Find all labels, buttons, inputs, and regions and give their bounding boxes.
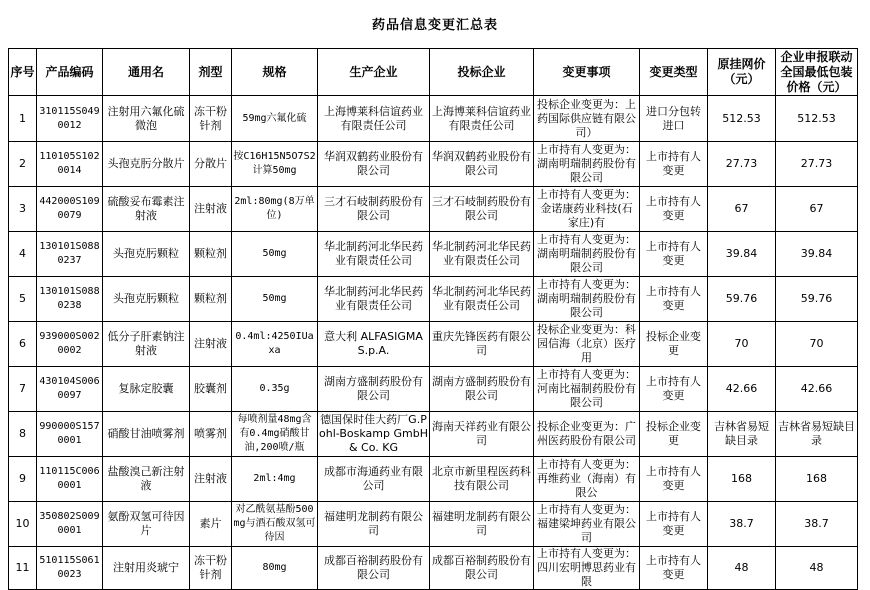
cell-name [103, 232, 190, 277]
cell-maker [318, 142, 430, 187]
cell-code [37, 277, 103, 322]
cell-min-price [776, 457, 858, 502]
table-row [9, 547, 858, 590]
cell-bidder-text: 三才石岐制药股份有限公司 [432, 195, 531, 222]
cell-bidder [430, 142, 534, 187]
cell-code [37, 187, 103, 232]
cell-change-type [640, 277, 708, 322]
cell-bidder [430, 502, 534, 547]
cell-change-text: 投标企业变更为：广州医药股份有限公司 [537, 420, 636, 447]
cell-form [190, 96, 232, 142]
cell-code-text: 310115S0490012 [39, 105, 100, 131]
cell-price-text: 39.84 [725, 247, 758, 260]
table-row [9, 502, 858, 547]
cell-name [103, 547, 190, 590]
cell-maker [318, 367, 430, 412]
cell-bidder-text: 上海博莱科信谊药业有限责任公司 [432, 104, 531, 132]
cell-min-price-text: 70 [809, 337, 824, 350]
cell-seq-text: 3 [19, 202, 26, 215]
cell-bidder-text: 北京市新里程医药科技有限公司 [432, 465, 531, 492]
cell-name-text: 氨酚双氢可待因片 [107, 510, 185, 537]
cell-change [534, 232, 640, 277]
cell-name [103, 457, 190, 502]
header-change-type: 变更类型 [640, 49, 708, 96]
cell-min-price [776, 96, 858, 142]
header-bidder: 投标企业 [430, 49, 534, 96]
header-spec: 规格 [232, 49, 318, 96]
cell-code-text: 350802S0090001 [39, 511, 100, 536]
cell-price [708, 412, 776, 457]
cell-change [534, 322, 640, 367]
cell-change-text: 上市持有人变更为：再维药业（海南）有限公 [537, 458, 636, 499]
cell-price-text: 67 [734, 202, 749, 215]
cell-seq-text: 8 [19, 427, 26, 440]
cell-code-text: 110105S1020014 [39, 151, 100, 176]
cell-price [708, 277, 776, 322]
cell-form-text: 注射液 [194, 337, 227, 350]
cell-spec [232, 367, 318, 412]
cell-min-price-text: 67 [809, 202, 824, 215]
cell-price-text: 吉林省易短缺目录 [714, 420, 769, 447]
cell-min-price-text: 吉林省易短缺目录 [778, 420, 855, 447]
cell-change-type [640, 142, 708, 187]
table-row [9, 232, 858, 277]
cell-change-text: 上市持有人变更为：金诺康药业科技(石家庄)有 [537, 188, 636, 229]
cell-maker [318, 547, 430, 590]
cell-change-type-text: 上市持有人变更 [646, 375, 701, 402]
cell-form-text: 注射液 [194, 202, 227, 215]
cell-bidder-text: 海南天祥药业有限公司 [432, 420, 531, 447]
table-row [9, 322, 858, 367]
cell-seq [9, 277, 37, 322]
cell-maker-text: 上海博莱科信谊药业有限责任公司 [324, 104, 423, 132]
cell-change-type-text: 上市持有人变更 [646, 554, 701, 581]
cell-code [37, 96, 103, 142]
header-min-price: 企业申报联动全国最低包装价格（元） [776, 49, 858, 96]
cell-price-text: 42.66 [725, 382, 758, 395]
header-price: 原挂网价（元） [708, 49, 776, 96]
cell-change-type-text: 上市持有人变更 [646, 465, 701, 492]
cell-price [708, 547, 776, 590]
cell-bidder [430, 232, 534, 277]
cell-spec-text: 50mg [262, 293, 287, 304]
cell-price-text: 27.73 [725, 157, 758, 170]
cell-maker [318, 232, 430, 277]
cell-bidder-text: 华北制药河北华民药业有限责任公司 [432, 285, 531, 312]
cell-change-type [640, 232, 708, 277]
cell-seq-text: 5 [19, 292, 26, 305]
cell-name [103, 322, 190, 367]
cell-bidder-text: 华北制药河北华民药业有限责任公司 [432, 240, 531, 267]
cell-code-text: 442000S1090079 [39, 196, 100, 221]
cell-change-text: 上市持有人变更为：湖南明瑞制药股份有限公司 [537, 143, 636, 184]
cell-form-text: 颗粒剂 [194, 292, 227, 305]
cell-spec-text: 2ml:4mg [253, 473, 296, 484]
cell-name [103, 277, 190, 322]
cell-change [534, 457, 640, 502]
cell-change-type [640, 96, 708, 142]
cell-min-price [776, 277, 858, 322]
cell-code [37, 367, 103, 412]
table-row [9, 142, 858, 187]
drug-change-table [8, 48, 858, 590]
cell-seq-text: 11 [15, 561, 30, 574]
cell-change [534, 412, 640, 457]
cell-min-price-text: 59.76 [800, 292, 833, 305]
header-maker: 生产企业 [318, 49, 430, 96]
cell-min-price-text: 168 [806, 472, 827, 485]
cell-form-text: 分散片 [194, 157, 227, 170]
header-name: 通用名 [103, 49, 190, 96]
cell-seq [9, 412, 37, 457]
cell-code [37, 232, 103, 277]
cell-change-type [640, 412, 708, 457]
cell-seq [9, 322, 37, 367]
cell-min-price [776, 232, 858, 277]
cell-name-text: 硫酸妥布霉素注射液 [107, 195, 185, 222]
cell-code-text: 130101S0880237 [39, 241, 100, 266]
cell-change [534, 96, 640, 142]
cell-change-type [640, 547, 708, 590]
table-row [9, 187, 858, 232]
cell-form [190, 232, 232, 277]
cell-change-text: 上市持有人变更为：四川宏明博思药业有限 [537, 547, 636, 588]
cell-min-price [776, 412, 858, 457]
cell-code-text: 130101S0880238 [39, 286, 100, 311]
cell-name [103, 412, 190, 457]
cell-form [190, 367, 232, 412]
cell-name-text: 复脉定胶囊 [118, 382, 174, 395]
cell-bidder-text: 华润双鹤药业股份有限公司 [432, 150, 531, 177]
cell-spec [232, 502, 318, 547]
header-seq: 序号 [9, 49, 37, 96]
cell-min-price-text: 512.53 [797, 111, 836, 125]
cell-form [190, 322, 232, 367]
cell-form-text: 喷雾剂 [194, 427, 227, 440]
cell-change-type-text: 投标企业变更 [646, 330, 701, 357]
cell-maker-text: 华润双鹤药业股份有限公司 [324, 150, 423, 177]
cell-seq-text: 1 [19, 111, 26, 125]
cell-bidder [430, 187, 534, 232]
cell-min-price-text: 48 [809, 561, 824, 574]
cell-bidder [430, 412, 534, 457]
cell-spec-text: 50mg [262, 248, 287, 259]
cell-maker [318, 502, 430, 547]
cell-spec [232, 96, 318, 142]
cell-price [708, 457, 776, 502]
header-code: 产品编码 [37, 49, 103, 96]
cell-change-type [640, 322, 708, 367]
cell-change-type-text: 上市持有人变更 [646, 240, 701, 267]
cell-seq-text: 9 [19, 472, 26, 485]
cell-seq-text: 2 [19, 157, 26, 170]
cell-maker [318, 322, 430, 367]
cell-maker-text: 意大利 ALFASIGMA S.p.A. [324, 330, 423, 357]
cell-code [37, 502, 103, 547]
cell-change-text: 上市持有人变更为：福建梁坤药业有限公司 [537, 503, 636, 544]
cell-code [37, 547, 103, 590]
cell-spec [232, 142, 318, 187]
cell-change-type-text: 投标企业变更 [646, 420, 701, 447]
cell-maker [318, 412, 430, 457]
header-form: 剂型 [190, 49, 232, 96]
cell-change [534, 547, 640, 590]
cell-change-type-text: 进口分包转进口 [646, 104, 701, 132]
cell-maker-text: 三才石岐制药股份有限公司 [324, 195, 423, 222]
cell-change-type [640, 187, 708, 232]
cell-spec [232, 412, 318, 457]
cell-change-type [640, 367, 708, 412]
cell-price-text: 70 [734, 337, 749, 350]
cell-min-price [776, 367, 858, 412]
cell-maker-text: 福建明龙制药有限公司 [324, 510, 423, 537]
cell-name-text: 硝酸甘油喷雾剂 [107, 427, 185, 440]
cell-form-text: 冻干粉针剂 [194, 104, 227, 132]
cell-change [534, 142, 640, 187]
cell-name [103, 142, 190, 187]
cell-min-price [776, 142, 858, 187]
cell-name-text: 注射用六氟化硫微泡 [107, 104, 185, 132]
cell-change-type-text: 上市持有人变更 [646, 510, 701, 537]
cell-code-text: 990000S1570001 [39, 421, 100, 446]
cell-price [708, 322, 776, 367]
cell-min-price [776, 502, 858, 547]
cell-change-text: 上市持有人变更为：湖南明瑞制药股份有限公司 [537, 278, 636, 319]
cell-code [37, 142, 103, 187]
cell-seq [9, 232, 37, 277]
cell-form [190, 502, 232, 547]
cell-code-text: 430104S0060097 [39, 376, 100, 401]
cell-maker [318, 187, 430, 232]
cell-maker-text: 成都市海通药业有限公司 [324, 465, 423, 492]
cell-price-text: 48 [734, 561, 749, 574]
cell-price-text: 59.76 [725, 292, 758, 305]
cell-bidder-text: 湖南方盛制药股份有限公司 [432, 375, 531, 402]
cell-price [708, 142, 776, 187]
cell-price [708, 187, 776, 232]
cell-seq [9, 457, 37, 502]
cell-change-text: 投标企业变更为：科园信海（北京）医疗用 [537, 323, 636, 364]
cell-bidder [430, 322, 534, 367]
cell-maker [318, 277, 430, 322]
cell-spec-text: 2ml:80mg(8万单位) [234, 196, 315, 221]
cell-seq [9, 502, 37, 547]
cell-maker-text: 湖南方盛制药股份有限公司 [324, 375, 423, 402]
cell-name-text: 注射用炎琥宁 [113, 561, 179, 574]
cell-form [190, 547, 232, 590]
cell-bidder [430, 277, 534, 322]
cell-form [190, 187, 232, 232]
cell-spec-text: 0.35g [259, 383, 290, 394]
cell-change [534, 367, 640, 412]
cell-price-text: 168 [731, 472, 752, 485]
cell-min-price-text: 38.7 [804, 517, 829, 530]
cell-bidder-text: 成都百裕制药股份有限公司 [432, 554, 531, 581]
cell-min-price [776, 547, 858, 590]
table-row [9, 367, 858, 412]
cell-name [103, 367, 190, 412]
cell-price-text: 38.7 [729, 517, 754, 530]
cell-name-text: 头孢克肟分散片 [107, 157, 185, 170]
table-row [9, 412, 858, 457]
cell-name-text: 头孢克肟颗粒 [113, 247, 179, 260]
cell-spec [232, 322, 318, 367]
cell-name-text: 盐酸溴己新注射液 [107, 465, 185, 492]
cell-maker-text: 华北制药河北华民药业有限责任公司 [324, 285, 423, 312]
cell-change-type-text: 上市持有人变更 [646, 195, 701, 222]
cell-change [534, 187, 640, 232]
cell-change-type [640, 502, 708, 547]
cell-seq-text: 10 [15, 517, 30, 530]
cell-spec-text: 按C16H15N5O7S2计算50mg [233, 151, 316, 176]
cell-seq [9, 367, 37, 412]
cell-form [190, 142, 232, 187]
cell-change-type-text: 上市持有人变更 [646, 150, 701, 177]
cell-form [190, 277, 232, 322]
cell-seq-text: 4 [19, 247, 26, 260]
cell-change-text: 上市持有人变更为：湖南明瑞制药股份有限公司 [537, 233, 636, 274]
header-change: 变更事项 [534, 49, 640, 96]
cell-spec [232, 277, 318, 322]
cell-name-text: 低分子肝素钠注射液 [107, 330, 185, 357]
cell-seq [9, 547, 37, 590]
cell-code [37, 412, 103, 457]
cell-bidder-text: 重庆先锋医药有限公司 [432, 330, 531, 357]
cell-spec [232, 547, 318, 590]
cell-form [190, 412, 232, 457]
cell-price-text: 512.53 [722, 111, 761, 125]
cell-bidder [430, 367, 534, 412]
cell-min-price [776, 322, 858, 367]
table-title: 药品信息变更汇总表 [371, 18, 498, 33]
cell-form-text: 颗粒剂 [194, 247, 227, 260]
cell-seq-text: 6 [19, 337, 26, 350]
cell-change-type-text: 上市持有人变更 [646, 285, 701, 312]
cell-form-text: 冻干粉针剂 [194, 554, 227, 581]
cell-name [103, 502, 190, 547]
table-row [9, 277, 858, 322]
cell-bidder [430, 457, 534, 502]
cell-spec [232, 232, 318, 277]
cell-min-price-text: 39.84 [800, 247, 833, 260]
cell-form-text: 注射液 [194, 472, 227, 485]
cell-price [708, 502, 776, 547]
cell-maker [318, 96, 430, 142]
cell-bidder-text: 福建明龙制药有限公司 [432, 510, 531, 537]
cell-code-text: 939000S0020002 [39, 331, 100, 356]
cell-spec-text: 0.4ml:4250IUaxa [235, 331, 314, 356]
cell-maker-text: 德国保时佳大药厂G.Pohl-Boskamp GmbH & Co. KG [319, 413, 428, 454]
cell-price [708, 232, 776, 277]
cell-bidder [430, 547, 534, 590]
cell-code [37, 322, 103, 367]
cell-form [190, 457, 232, 502]
cell-min-price [776, 187, 858, 232]
cell-min-price-text: 27.73 [800, 157, 833, 170]
cell-spec-text: 每喷剂量48mg含有0.4mg硝酸甘油,200喷/瓶 [237, 414, 312, 453]
cell-change-text: 上市持有人变更为：河南比福制药股份有限公司 [537, 368, 636, 409]
cell-maker [318, 457, 430, 502]
table-row [9, 96, 858, 142]
header-row [9, 49, 858, 96]
cell-spec-text: 80mg [262, 562, 287, 573]
cell-seq-text: 7 [19, 382, 26, 395]
table-row [9, 457, 858, 502]
cell-form-text: 胶囊剂 [194, 382, 227, 395]
cell-spec-text: 对乙酰氨基酚500mg与酒石酸双氢可待因 [233, 504, 316, 543]
cell-name [103, 187, 190, 232]
cell-code-text: 110115C0060001 [39, 466, 100, 491]
cell-change-type [640, 457, 708, 502]
cell-price [708, 367, 776, 412]
cell-name-text: 头孢克肟颗粒 [113, 292, 179, 305]
cell-form-text: 素片 [199, 517, 222, 530]
cell-spec-text: 59mg六氟化硫 [242, 112, 307, 124]
cell-spec [232, 187, 318, 232]
cell-bidder [430, 96, 534, 142]
cell-maker-text: 华北制药河北华民药业有限责任公司 [324, 240, 423, 267]
cell-change [534, 277, 640, 322]
cell-seq [9, 142, 37, 187]
cell-name [103, 96, 190, 142]
cell-min-price-text: 42.66 [800, 382, 833, 395]
cell-code [37, 457, 103, 502]
cell-code-text: 510115S0610023 [39, 555, 100, 580]
cell-maker-text: 成都百裕制药股份有限公司 [324, 554, 423, 581]
table-body [9, 96, 858, 590]
cell-seq [9, 96, 37, 142]
cell-change-text: 投标企业变更为：上药国际供应链有限公司） [537, 97, 636, 139]
cell-change [534, 502, 640, 547]
cell-price [708, 96, 776, 142]
cell-seq [9, 187, 37, 232]
cell-spec [232, 457, 318, 502]
